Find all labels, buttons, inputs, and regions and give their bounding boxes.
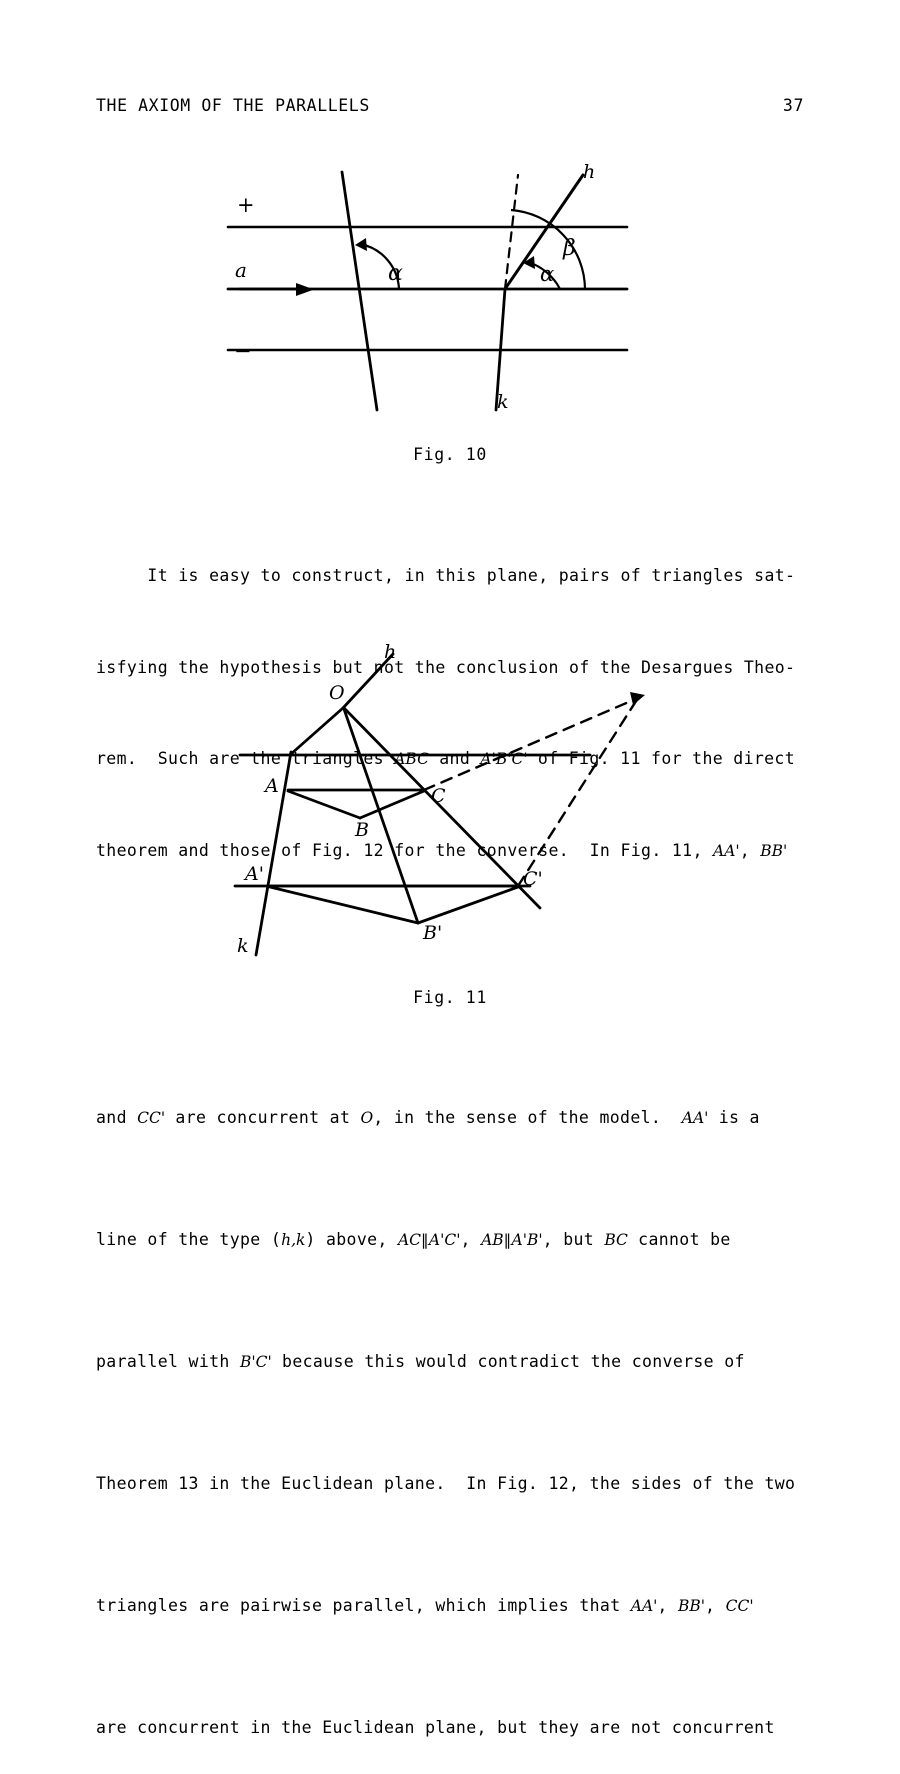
parallel-symbol-2: ‖ [503,1231,512,1249]
para2-l2-mid2: , [460,1230,482,1249]
para1-l3-post: of Fig. 11 for the direct [527,749,796,768]
fig11-segment-O-to-A [291,708,343,754]
para1-l4-bb: BB' [760,841,788,860]
fig10-alpha-left-arrowhead [355,238,367,251]
fig11-label-B-prime: B' [423,922,443,944]
fig10-label-minus: − [234,339,252,363]
para1-line-1: It is easy to construct, in this plane, pairs of triangles sat- [96,566,796,585]
parallel-symbol-1: ‖ [421,1231,429,1249]
para1-l4-mid: , [739,840,761,860]
para2-line-6: are concurrent in the Euclidean plane, but they are not concurrent [96,1718,775,1737]
figure-11 [0,640,900,970]
para2-l5-aa: AA' [630,1597,658,1615]
fig10-label-line-h: h [583,161,596,183]
figure-10 [0,150,900,430]
fig11-side-A-prime-B-prime [270,887,418,923]
fig10-label-line-a: a [235,258,247,282]
para2-l3-bc-prime: B'C' [239,1353,272,1371]
para2-l3-pre: parallel with [96,1352,240,1371]
fig10-arrowhead-a [296,283,314,296]
page-header [96,96,804,115]
para2-l1-aa: AA' [681,1109,709,1127]
para2-l2-bc: BC [604,1231,628,1249]
figure-10-caption: Fig. 10 [413,445,487,464]
figure-11-caption: Fig. 11 [413,988,487,1007]
para2-l2-ac: AC [397,1231,422,1249]
fig11-label-h: h [384,641,397,663]
para2-l2-mid1: ) above, [305,1230,398,1249]
fig11-dashed-line-from-C [424,698,638,790]
para2-l1-mid1: are concurrent at [165,1108,361,1127]
para2-l2-ab: AB [481,1231,504,1249]
para2-l5-pre: triangles are pairwise parallel, which implies that [96,1596,631,1615]
paragraph-2 [96,1042,808,1774]
para2-l2-pre: line of the type ( [96,1230,282,1249]
para1-l4-aa: AA' [713,841,740,860]
fig11-label-k: k [237,935,249,957]
para2-l1-mid2: , in the sense of the model. [373,1108,682,1127]
para2-l5-bb: BB' [678,1597,706,1615]
fig10-label-plus: + [237,193,255,217]
fig11-side-BC [360,791,424,818]
para2-l1-cc: CC' [137,1109,166,1127]
para2-l1-pre: and [96,1108,138,1127]
fig11-label-B: B [355,819,369,841]
para2-line-1 [96,1103,808,1134]
fig10-label-alpha-left: α [388,261,403,286]
fig11-label-A-prime: A' [245,863,264,885]
fig10-left-transversal [342,172,377,410]
fig11-dashed-arrowhead [630,692,645,705]
para2-l1-post: is a [708,1108,760,1127]
para2-line-5 [96,1591,808,1622]
para2-l2-mid3: , but [542,1230,605,1249]
para2-l3-post: because this would contradict the converse of [271,1352,745,1371]
para1-line-2: isfying the hypothesis but not the conclusion of the Desargues Theo- [96,657,796,677]
running-head-title: THE AXIOM OF THE PARALLELS [96,96,370,115]
para1-l3-abc-prime: A'B'C' [480,750,528,768]
fig11-side-AB [288,791,360,818]
para2-l5-mid2: , [705,1596,726,1615]
para2-l5-cc: CC' [725,1597,754,1615]
para2-l2-hk: h,k [281,1231,306,1249]
fig10-label-alpha-right: α [540,262,555,286]
para2-line-3 [96,1347,808,1378]
page-number: 37 [782,96,804,115]
para2-line-2 [96,1225,808,1256]
fig10-label-line-k: k [497,391,509,413]
para1-l4-pre: theorem and those of Fig. 12 for the converse. In Fig. 11, [96,840,714,860]
fig11-side-B-prime-C-prime [418,887,518,923]
fig11-dashed-line-from-C-prime [518,698,638,886]
para2-l2-ac-prime: A'C' [428,1231,461,1249]
fig11-segment-O-to-C-prime [345,709,540,908]
fig10-label-beta: β [563,236,576,261]
figure-10-drawing [0,150,900,430]
fig11-label-A: A [265,775,279,797]
fig11-label-C-prime: C' [523,868,543,890]
para1-l3-mid: and [428,749,481,768]
para2-l1-O: O [360,1109,374,1127]
para1-l3-abc: ABC [394,750,429,768]
para2-l5-mid1: , [657,1596,678,1615]
para2-l2-ab-prime: A'B' [511,1231,543,1249]
para2-line-4: Theorem 13 in the Euclidean plane. In Fig. 12, the sides of the two [96,1474,796,1493]
para2-l2-post: cannot be [627,1230,731,1249]
fig11-label-C: C [431,785,446,807]
figure-11-drawing [0,640,900,970]
fig11-label-O: O [329,682,345,704]
para1-l3-pre: rem. Such are the triangles [96,749,395,768]
